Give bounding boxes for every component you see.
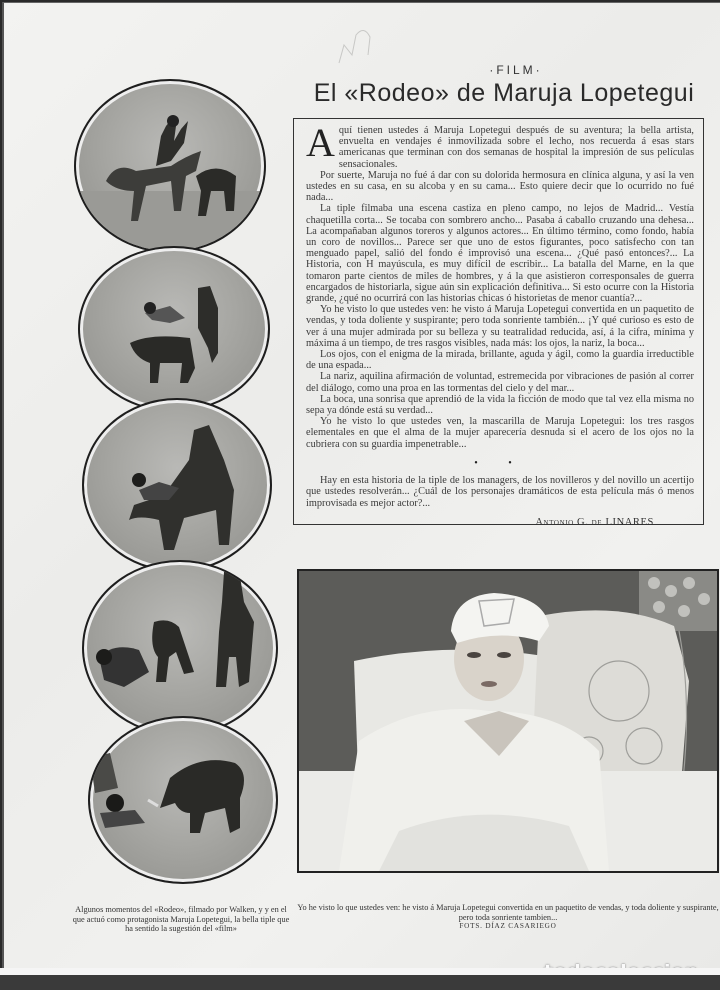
- rodeo-frame-1: [74, 79, 266, 253]
- rodeo-caption: Algunos momentos del «Rodeo», filmado por Walken, y y en el que actuó como protagonista Maruja Lopetegui, la bella tiple que ha sentido la sugestión del «film»: [72, 905, 290, 934]
- pencil-mark: [334, 25, 394, 65]
- horse-rider-bull-image: [76, 81, 264, 251]
- bull-charging-image: [90, 718, 276, 882]
- article-paragraph: Por suerte, Maruja no fué á dar con su dolorida hermosura en clínica alguna, y así la ven ustedes en su casa, en su alcoba y en su cama... Esto quiere decir que lo ocurrido no fué nada...: [306, 169, 694, 204]
- article-paragraph: Yo he visto lo que ustedes ven, la mascarilla de Maruja Lopetegui: los tres rasgos elementales en que el alma de la mujer aparecería desnuda si el acero de los ojos no la cubriera con su guardia impenetrable...: [306, 416, 694, 450]
- author-byline: [306, 517, 694, 528]
- rodeo-frame-2: [78, 246, 270, 412]
- article-paragraph: La tiple filmaba una escena castiza en pleno campo, no lejos de Madrid... Vestía chaquetilla corta... Se tocaba con sombrero ancho... Pasaba á caballo cruzando una dehesa... La acompañaban algunos toreros y algunos actores... En último término, como fondo, había un coro de novillos... Parece ser que uno de estos figurantes, poco satisfecho con tan menguado papel, salió del fondo é improvisó una escena... ¿Qué pasó entonces?... La Historia, con H mayúscula, es muy difícil de escribir... La batalla del Marne, en la que tomaron parte cientos de miles de hombres, y á la que asistieron corresponsales de guerra encargados de historiarla, sigue aún sin explicación definitiva... Si esto ocurre con la Historia grande, ¿qué no ocurrirá con las historias chicas ó historietas de menor cuantía?...: [306, 203, 694, 305]
- scan-margin: [0, 968, 720, 975]
- rodeo-frame-4: [82, 560, 278, 736]
- article-title: El «Rodeo» de Maruja Lopetegui: [313, 79, 695, 107]
- article-box: [293, 118, 704, 528]
- author-prefix: Antonio G. de: [535, 516, 603, 528]
- drop-cap: A: [306, 120, 335, 165]
- article-paragraph: La nariz, aquilina afirmación de voluntad, estremecida por vibraciones de pasión al correr del diálogo, como una proa en las tormentas del cielo y del mar...: [306, 371, 694, 394]
- section-kicker: ·FILM·: [489, 63, 543, 77]
- section-separator: • •: [474, 457, 526, 469]
- author-surname: LINARES: [605, 516, 654, 528]
- scan-border: [0, 975, 720, 990]
- article-paragraph: Aquí tienen ustedes á Maruja Lopetegui después de su aventura; la bella artista, envuelta en vendajes é inmovilizada sobre el lecho, nos recuerda á esas stars americanas que terminan con dos semanas de hospital la impresión de sus películas sensacionales.: [306, 120, 694, 170]
- article-paragraph: Yo he visto lo que ustedes ven: he visto á Maruja Lopetegui convertida en un paquetito de vendas, y toda doliente y suspirante; pero toda sonriente también... ¡Y qué curioso es esto de ver á una mujer admirada por su belleza y su teatralidad reducida, así, á la cifra, mínima y máxima á un tiempo, de tres rasgos visibles, nada más: los ojos, la nariz, la boca...: [306, 304, 694, 349]
- rider-falling-image: [84, 400, 270, 570]
- magazine-page: [2, 2, 720, 971]
- portrait-photo: [297, 569, 719, 873]
- closing-paragraph: Hay en esta historia de la tiple de los managers, de los novilleros y del novillo un acertijo que ustedes resolverán... ¿Cuál de los personajes dramáticos de esta película más ó menos improvisada es mejor actor?...: [306, 475, 694, 509]
- photo-credit: FOTS. DÍAZ CASARIEGO: [459, 922, 557, 931]
- article-body: [306, 120, 694, 528]
- article-paragraph: Los ojos, con el enigma de la mirada, brillante, aguda y ágil, como la guardia irreductible de una espada...: [306, 349, 694, 372]
- portrait-caption-text: Yo he visto lo que ustedes ven: he visto á Maruja Lopetegui convertida en un paquetito de vendas, y toda doliente y suspirante, pero toda sonriente tambien...: [297, 903, 719, 922]
- rodeo-frame-5: [88, 716, 278, 884]
- article-paragraph: La boca, una sonrisa que aprendió de la vida la ficción de modo que tal vez ella misma no sepa ya dónde está su verdad...: [306, 393, 694, 417]
- rider-thrown-image: [80, 248, 268, 410]
- rider-on-ground-image: [84, 562, 276, 734]
- portrait-caption: [296, 903, 720, 932]
- rodeo-frame-3: [82, 398, 272, 572]
- woman-in-bed-image: [299, 571, 717, 871]
